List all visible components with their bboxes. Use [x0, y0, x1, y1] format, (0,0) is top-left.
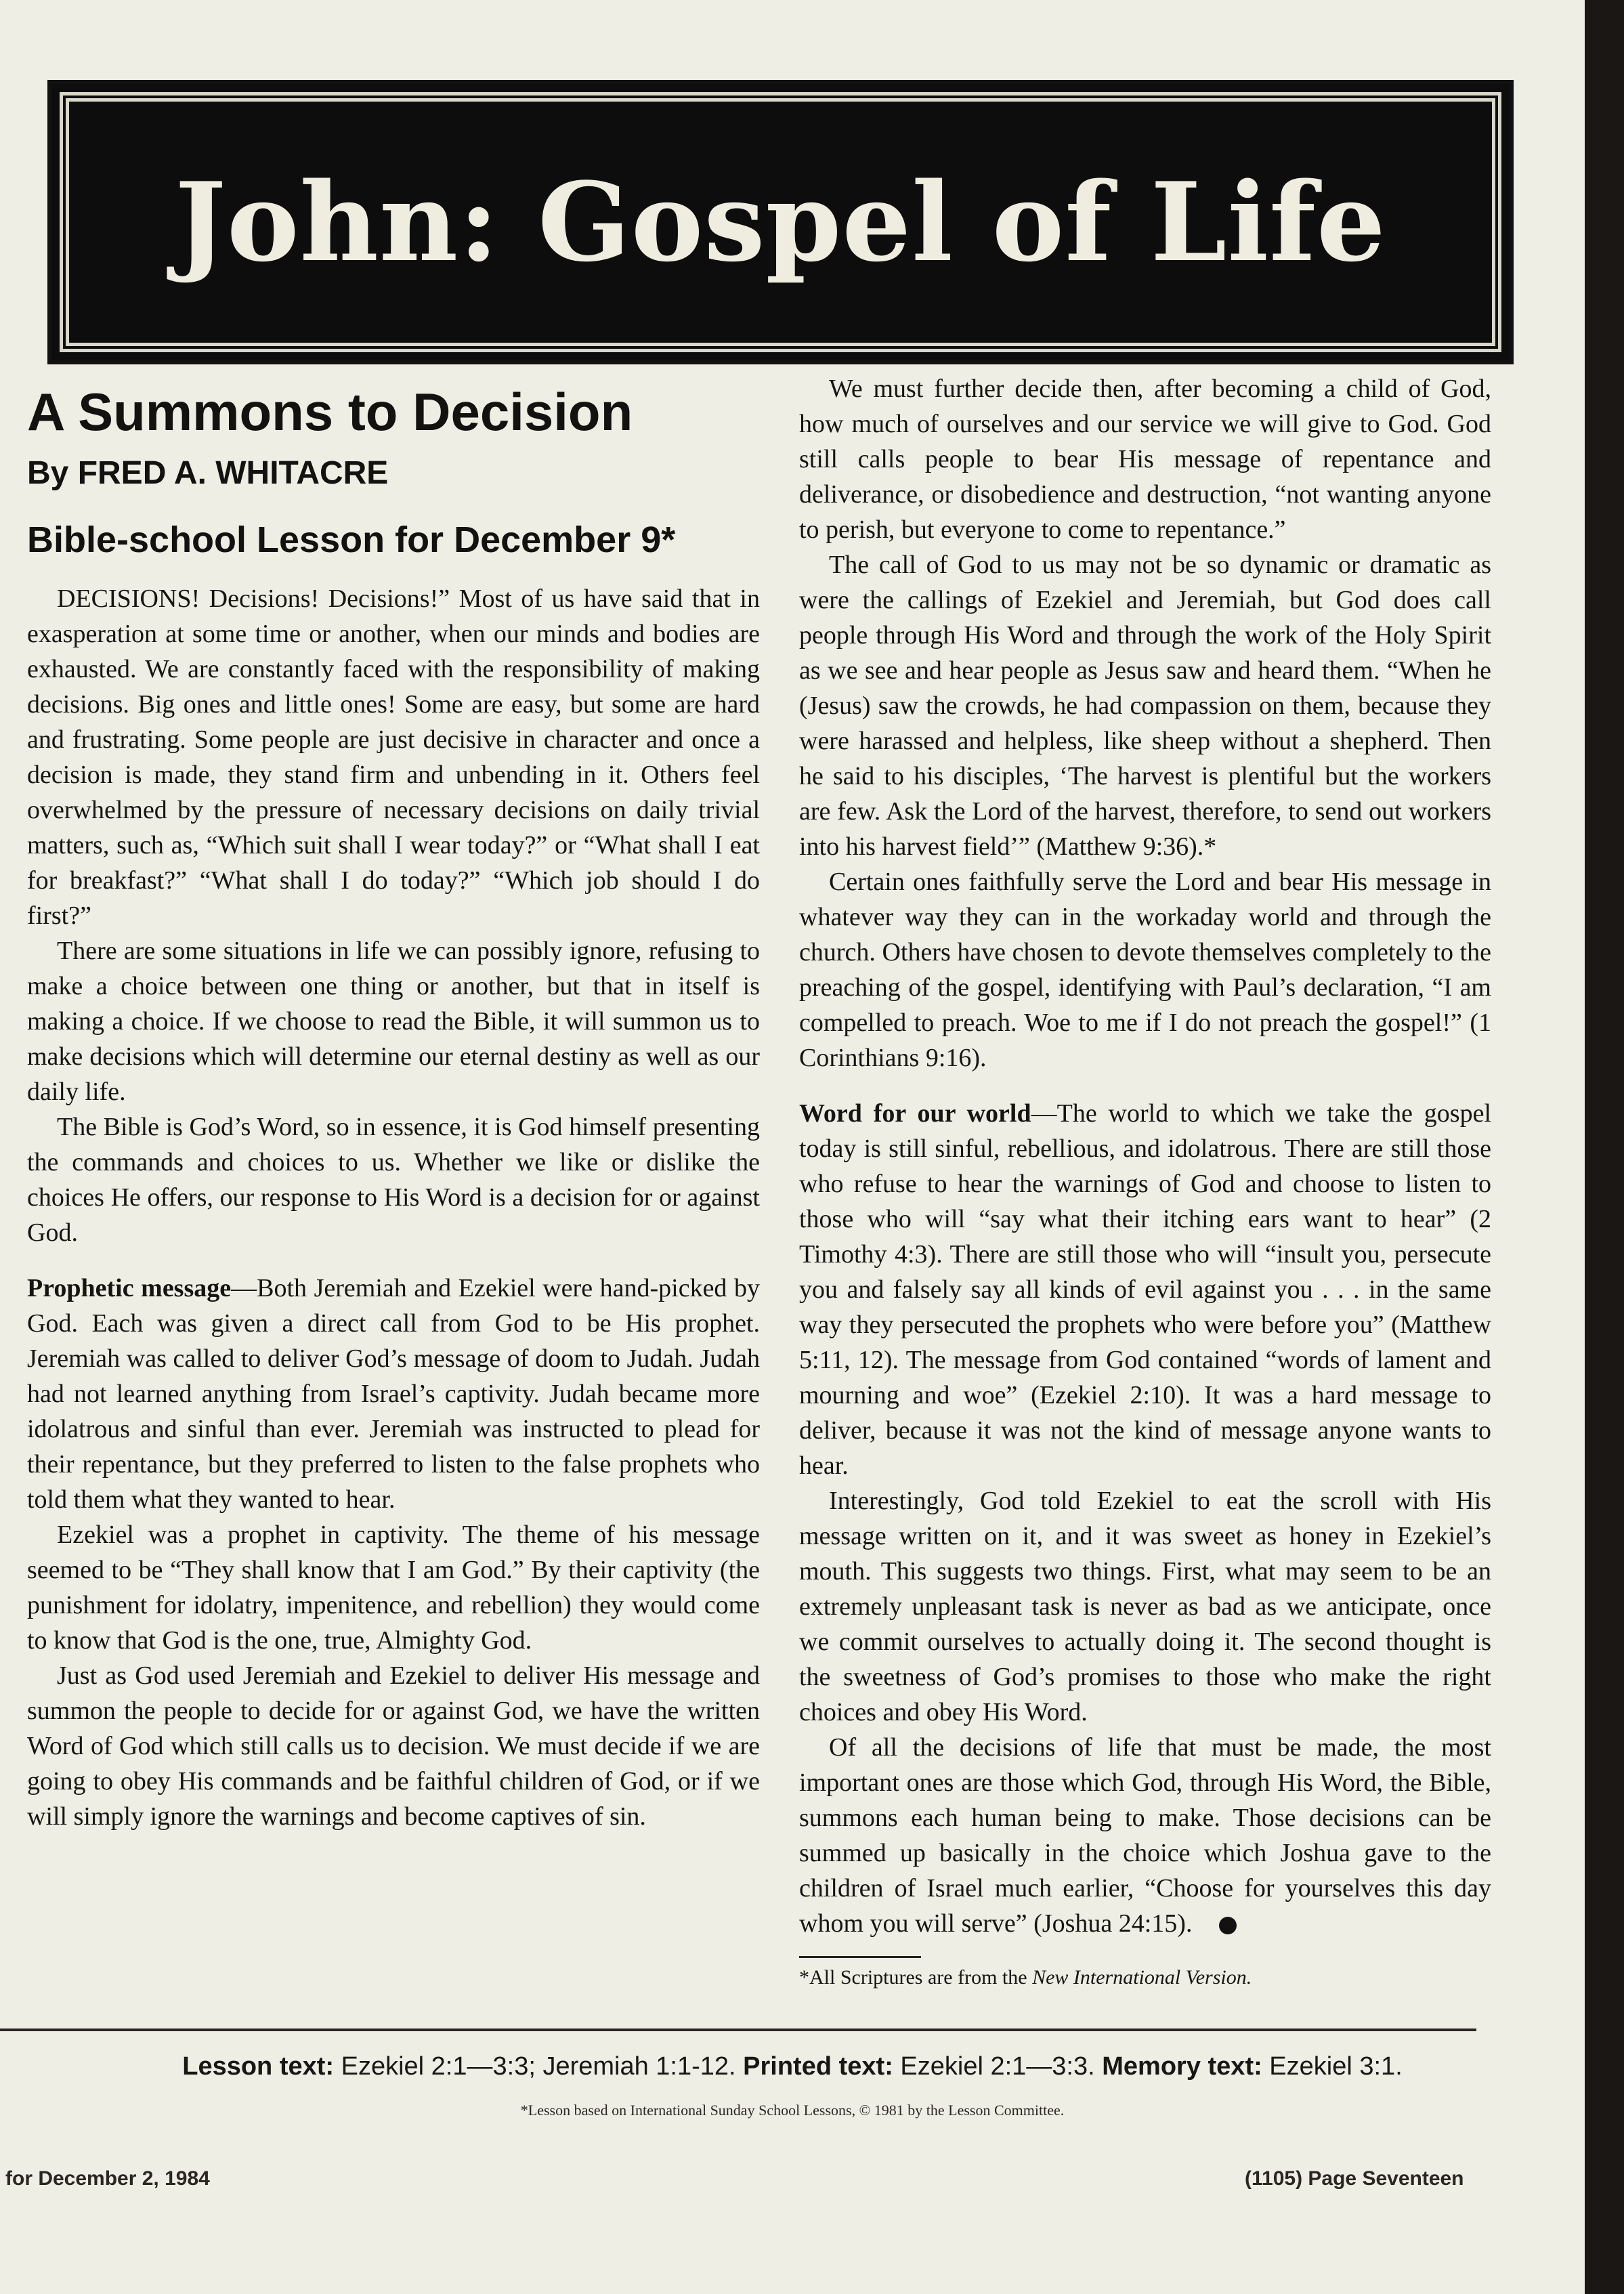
paragraph: Certain ones faithfully serve the Lord and bear His message in whatever way they can in the workaday world and through the church. Others have chosen to devote themselves completely to the preaching of the gospel, identifying with Paul’s declaration, “I am compelled to preach. Woe to me if I do not preach the gospel!” (1 Corinthians 9:16).	[799, 868, 1491, 1072]
end-bullet-icon	[1219, 1917, 1237, 1934]
lesson-text-value: Ezekiel 2:1—3:3; Jeremiah 1:1-12.	[334, 2052, 744, 2081]
byline: By FRED A. WHITACRE	[27, 455, 389, 491]
paragraph: We must further decide then, after becoming a child of God, how much of ourselves and our service we will give to God. God still calls people to bear His message of repentance and deliverance, or disobedience and destruction, “not wanting anyone to perish, but everyone to come to repentance.”	[799, 375, 1491, 544]
section-paragraph	[27, 1271, 760, 1517]
article-title: A Summons to Decision	[27, 382, 633, 442]
memory-text-label: Memory text:	[1102, 2052, 1262, 2081]
copyright-note: *Lesson based on International Sunday School Lessons, © 1981 by the Lesson Committee.	[520, 2102, 1065, 2119]
paragraph	[799, 1730, 1491, 1941]
printed-text-label: Printed text:	[743, 2052, 893, 2081]
banner-title: John: Gospel of Life	[175, 158, 1386, 286]
printed-text-value: Ezekiel 2:1—3:3.	[893, 2052, 1103, 2081]
paragraph-text: Of all the decisions of life that must be made, the most important ones are those which God, through His Word, the Bible, summons each human being to make. Those decisions can be summed up basically in the choice which Joshua gave to the children of Israel much earlier, “Choose for yourselves this day whom you will serve” (Joshua 24:15).	[799, 1733, 1491, 1938]
footnote	[799, 1965, 1491, 1991]
paragraph: Interestingly, God told Ezekiel to eat the scroll with His message written on it, and it was sweet as honey in Ezekiel’s mouth. This suggests two things. First, what may seem to be an extremely unpleasant task is never as bad as we anticipate, once we commit ourselves to actually doing it. The second thought is the sweetness of God’s promises to those who make the right choices and obey His Word.	[799, 1487, 1491, 1726]
footnote-text: *All Scriptures are from the	[799, 1966, 1033, 1989]
paragraph: Ezekiel was a prophet in captivity. The theme of his message seemed to be “They shall know that I am God.” By their captivity (the punishment for idolatry, impenitence, and rebellion) they would come to know that God is the one, true, Almighty God.	[27, 1521, 760, 1655]
section-paragraph	[799, 1096, 1491, 1483]
paragraph: The call of God to us may not be so dynamic or dramatic as were the callings of Ezekiel and Jeremiah, but God does call people through His Word and through the work of the Holy Spirit as we see and hear people as Jesus saw and heard them. “When he (Jesus) saw the crowds, he had compassion on them, because they were harassed and helpless, like sheep without a shepherd. Then he said to his disciples, ‘The harvest is plentiful but the workers are few. Ask the Lord of the harvest, therefore, to send out workers into his harvest field’” (Matthew 9:36).*	[799, 551, 1491, 861]
page-number: (1105) Page Seventeen	[1245, 2167, 1464, 2190]
footnote-version: New International Version.	[1032, 1966, 1252, 1989]
paragraph: Just as God used Jeremiah and Ezekiel to deliver His message and summon the people to decide for or against God, we have the written Word of God which still calls us to decision. We must decide if we are going to obey His commands and be faithful children of God, or if we will simply ignore the warnings and become captives of sin.	[27, 1661, 760, 1831]
paragraph: There are some situations in life we can possibly ignore, refusing to make a choice between one thing or another, but that in itself is making a choice. If we choose to read the Bible, it will summon us to make decisions which will determine our eternal destiny as well as our daily life.	[27, 937, 760, 1106]
left-column	[27, 379, 760, 1834]
memory-text-value: Ezekiel 3:1.	[1262, 2052, 1403, 2081]
divider	[0, 2029, 1476, 2031]
paragraph: The Bible is God’s Word, so in essence, it is God himself presenting the commands and choices to us. Whether we like or dislike the choices He offers, our response to His Word is a decision for or against God.	[27, 1113, 760, 1247]
right-column	[799, 371, 1491, 1991]
section-heading: Prophetic message	[27, 1274, 232, 1302]
paragraph-text: —The world to which we take the gospel today is still sinful, rebellious, and idolatrous. There are still those who refuse to hear the warnings of God and choose to listen to those who will “say what their itching ears want to hear” (2 Timothy 4:3). There are still those who will “insult you, persecute you and falsely say all kinds of evil against you . . . in the same way they persecuted the prophets who were before you” (Matthew 5:11, 12). The message from God contained “words of lament and mourning and woe” (Ezekiel 2:10). It was a hard message to deliver, because it was not the kind of message anyone wants to hear.	[799, 1099, 1491, 1480]
section-heading: Word for our world	[799, 1099, 1031, 1128]
paragraph: DECISIONS! Decisions! Decisions!” Most of us have said that in exasperation at some time or another, when our minds and bodies are exhausted. We are constantly faced with the responsibility of making decisions. Big ones and little ones! Some are easy, but some are hard and frustrating. Some people are just decisive in character and once a decision is made, they stand firm and unbending in it. Others feel overwhelmed by the pressure of necessary decisions on daily trivial matters, such as, “Which suit shall I wear today?” or “What shall I eat for breakfast?” “What shall I do today?” “Which job should I do first?”	[27, 585, 760, 930]
lesson-text-label: Lesson text:	[182, 2052, 335, 2081]
lesson-subhead: Bible-school Lesson for December 9*	[27, 519, 676, 560]
title-banner	[47, 80, 1514, 364]
footnote-rule	[799, 1956, 921, 1958]
lesson-text-line	[0, 2052, 1585, 2081]
issue-date: for December 2, 1984	[5, 2167, 210, 2190]
paragraph-text: —Both Jeremiah and Ezekiel were hand-picked by God. Each was given a direct call from God to be His prophet. Jeremiah was called to deliver God’s message of doom to Judah. Judah had not learned anything from Israel’s captivity. Judah became more idolatrous and sinful than ever. Jeremiah was instructed to plead for their repentance, but they preferred to listen to the false prophets who told them what they wanted to hear.	[27, 1274, 760, 1514]
